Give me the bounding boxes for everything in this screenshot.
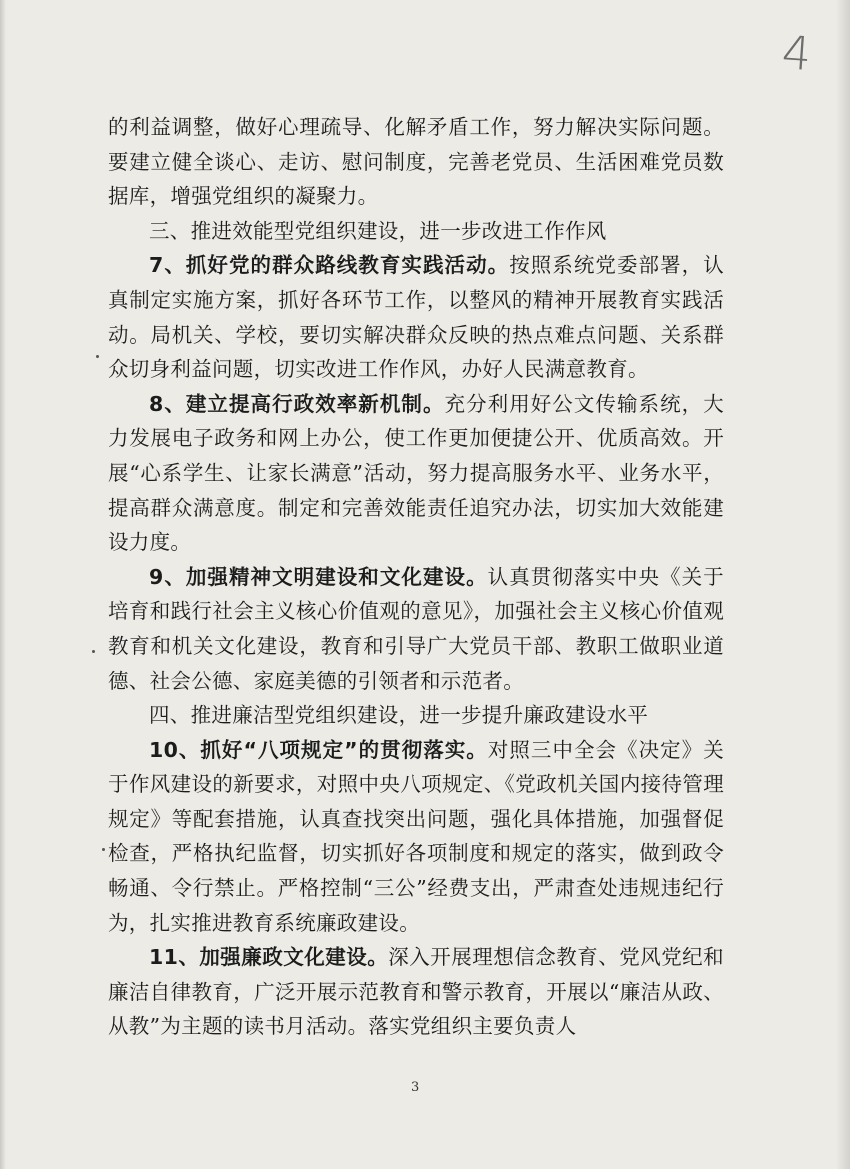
paragraph-item-9 (108, 560, 724, 698)
paragraph-lead: 10、抓好“八项规定”的贯彻落实。 (149, 737, 488, 762)
paragraph-lead: 8、建立提高行政效率新机制。 (149, 391, 445, 416)
paragraph-lead: 9、加强精神文明建设和文化建设。 (149, 564, 488, 589)
section-heading-3: 三、推进效能型党组织建设，进一步改进工作作风 (149, 218, 607, 243)
scan-edge-right (836, 0, 850, 1169)
paragraph-lead: 7、抓好党的群众路线教育实践活动。 (149, 253, 510, 278)
paragraph-body: 按照系统党委部署，认真制定实施方案，抓好各环节工作，以整风的精神开展教育实践活动。局机关、学校，要切实解决群众反映的热点难点问题、关系群众切身利益问题，切实改进工作作风，办好人民满意教育。 (108, 253, 724, 382)
paragraph-item-8 (108, 387, 724, 560)
handwritten-page-note: 4 (780, 25, 814, 81)
paragraph-item-11 (108, 940, 724, 1044)
scan-speck (102, 848, 105, 851)
paragraph-lead: 11、加强廉政文化建设。 (149, 945, 389, 970)
section-heading-4: 四、推进廉洁型党组织建设，进一步提升廉政建设水平 (149, 703, 649, 728)
scan-speck (96, 355, 99, 358)
paragraph-item-10 (108, 733, 724, 941)
paragraph-body: 认真贯彻落实中央《关于培育和践行社会主义核心价值观的意见》，加强社会主义核心价值观教育和机关文化建设，教育和引导广大党员干部、教职工做职业道德、社会公德、家庭美德的引领者和示范者。 (108, 564, 724, 693)
paragraph-body: 的利益调整，做好心理疏导、化解矛盾工作，努力解决实际问题。要建立健全谈心、走访、慰问制度，完善老党员、生活困难党员数据库，增强党组织的凝聚力。 (108, 115, 724, 209)
page-number: 3 (411, 1080, 420, 1095)
paragraph-body: 充分利用好公文传输系统，大力发展电子政务和网上办公，使工作更加便捷公开、优质高效。开展“心系学生、让家长满意”活动，努力提高服务水平、业务水平，提高群众满意度。制定和完善效能责任追究办法，切实加大效能建设力度。 (108, 391, 724, 555)
paragraph-item-7 (108, 248, 724, 386)
paragraph-body: 深入开展理想信念教育、党风党纪和廉洁自律教育，广泛开展示范教育和警示教育，开展以“廉洁从政、从教”为主题的读书月活动。落实党组织主要负责人 (108, 945, 724, 1039)
scan-speck (92, 650, 95, 653)
paragraph-continuation (108, 110, 724, 214)
scan-edge-left (0, 0, 6, 1169)
document-body (108, 110, 724, 1044)
paragraph-body: 对照三中全会《决定》关于作风建设的新要求，对照中央八项规定、《党政机关国内接待管理规定》等配套措施，认真查找突出问题，强化具体措施，加强督促检查，严格执纪监督，切实抓好各项制度和规定的落实，做到政令畅通、令行禁止。严格控制“三公”经费支出，严肃查处违规违纪行为，扎实推进教育系统廉政建设。 (108, 737, 724, 935)
